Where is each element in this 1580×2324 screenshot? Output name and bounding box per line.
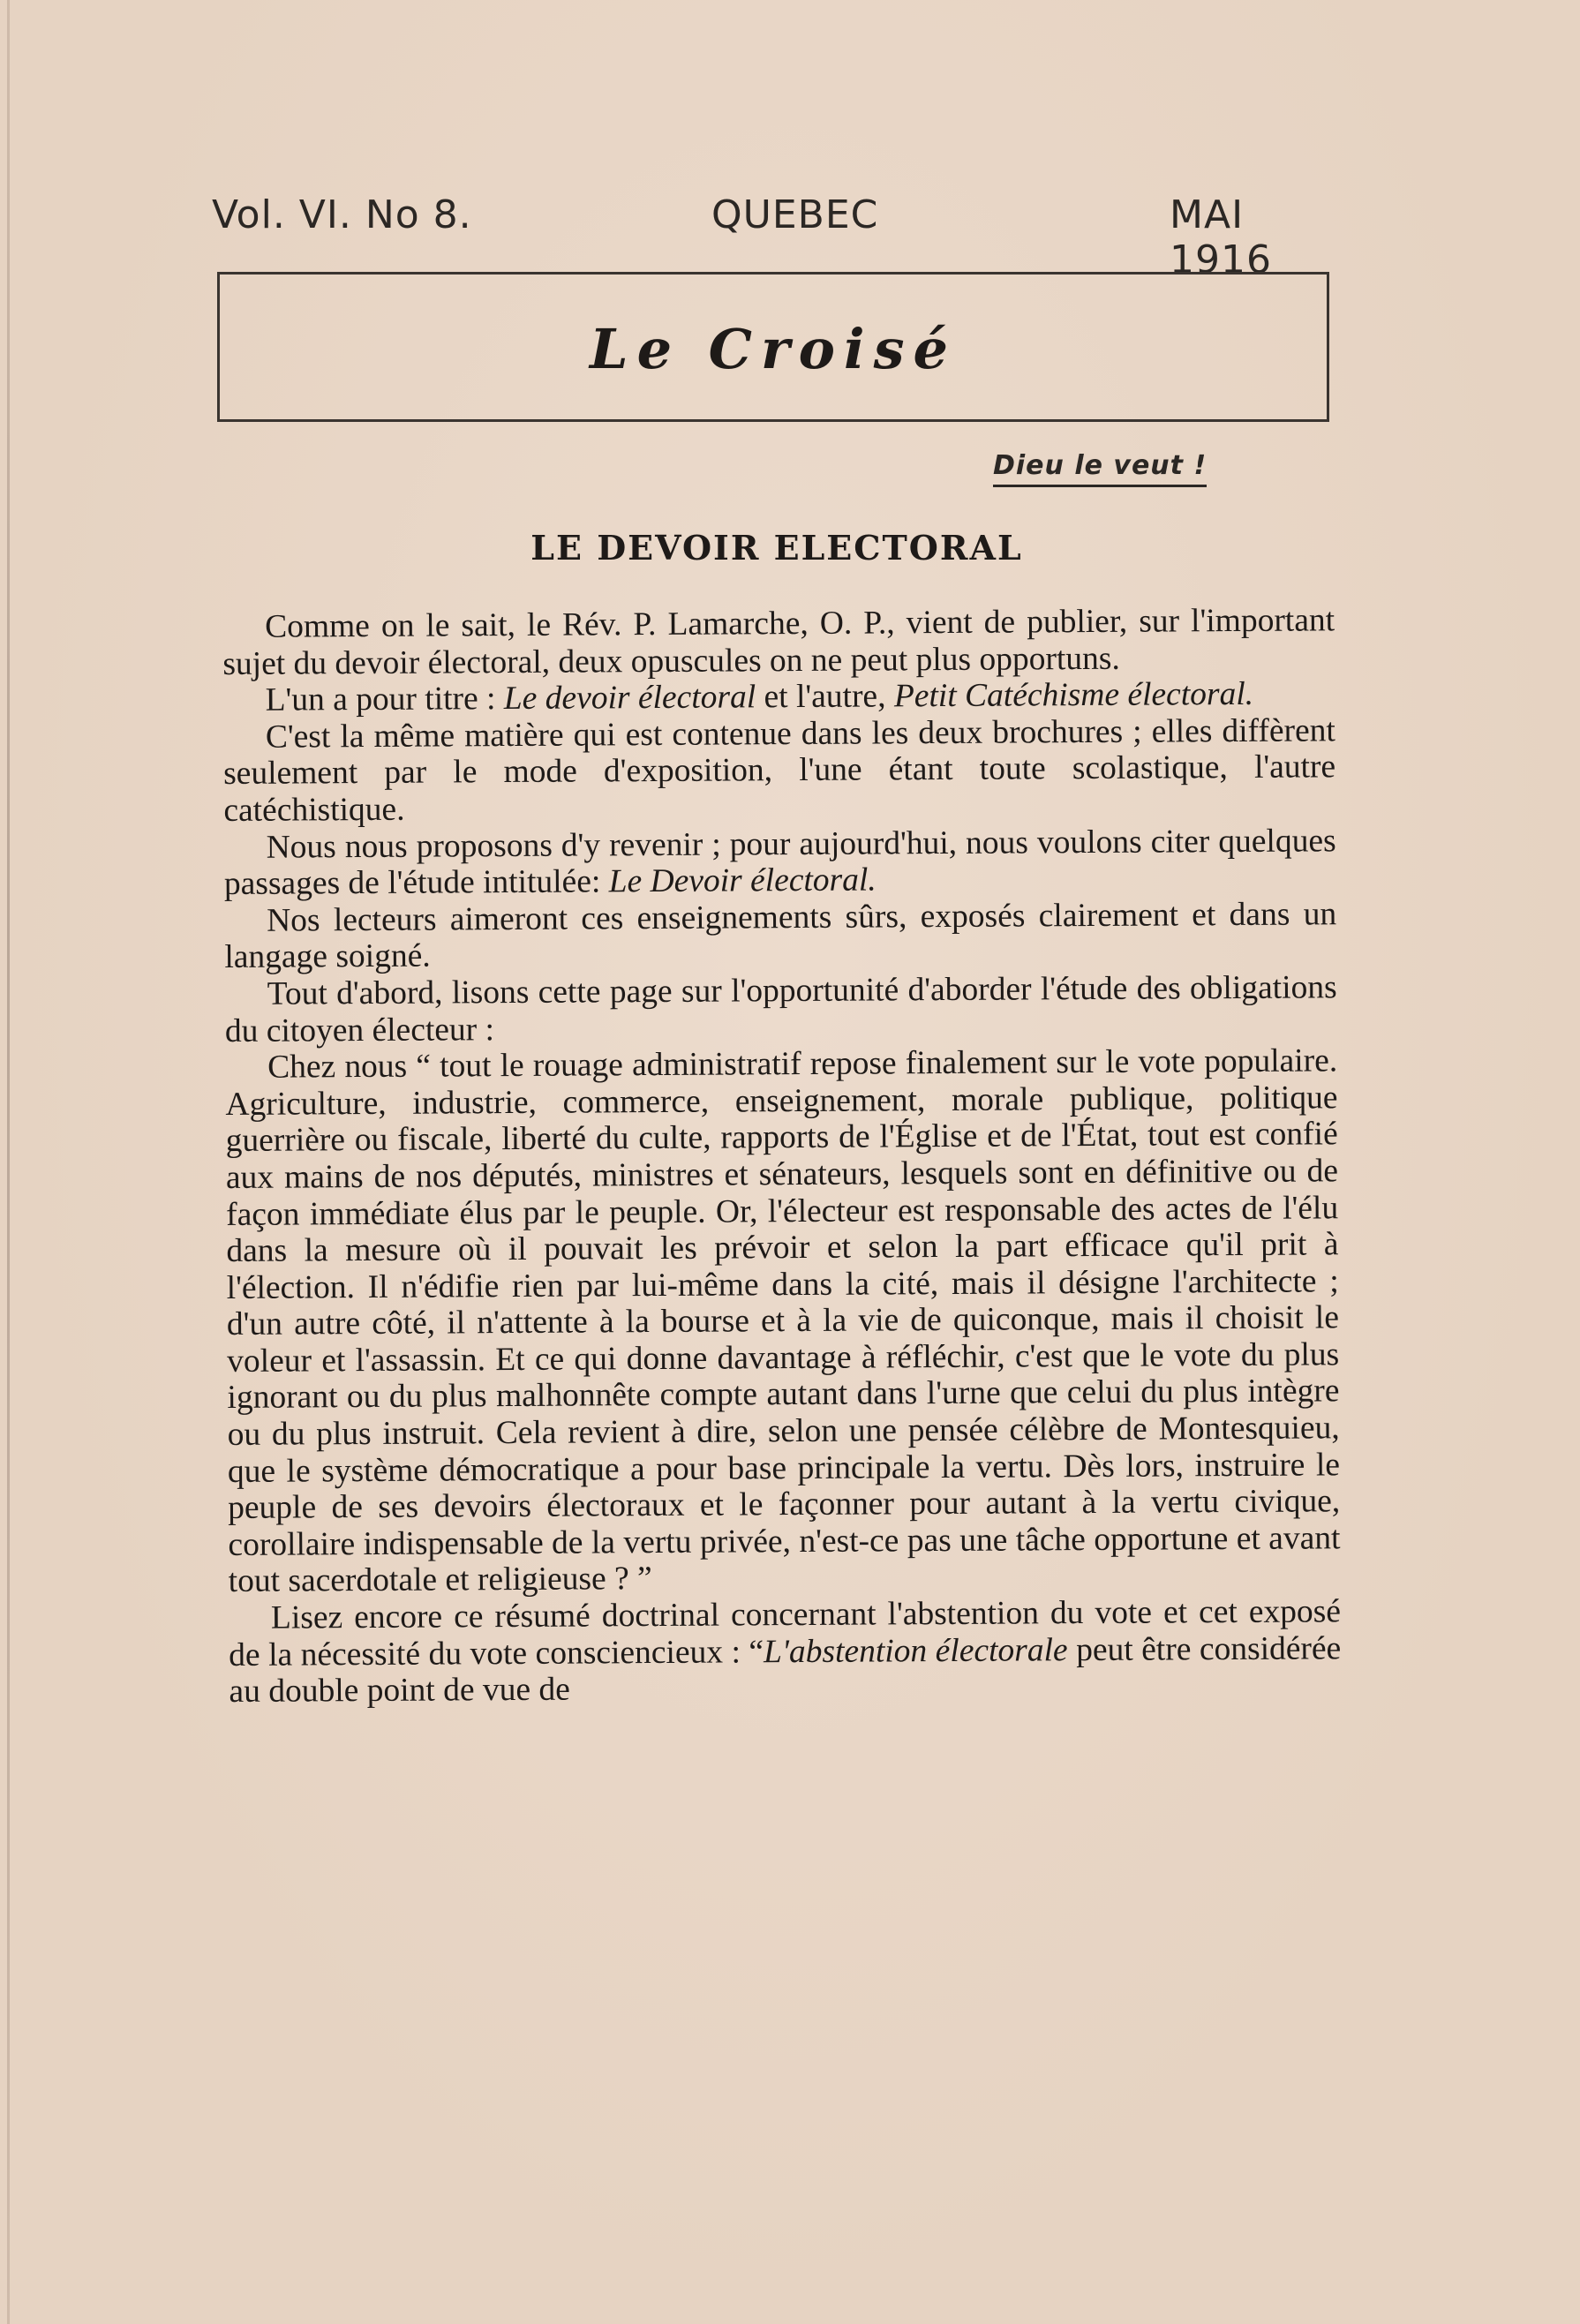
city-name: QUEBEC [711, 192, 879, 237]
issue-header [212, 192, 1333, 282]
article-body [222, 602, 1342, 1710]
paragraph-6: Tout d'abord, lisons cette page sur l'opportunité d'aborder l'étude des obligations du citoyen électeur : [224, 969, 1337, 1049]
paragraph-3: C'est la même matière qui est contenue dans les deux brochures ; elles diffèrent seulement par le mode d'exposition, l'une étant toute scolastique, l'autre catéchistique. [223, 712, 1336, 829]
paragraph-2-text-2: et l'autre, [756, 678, 895, 716]
paragraph-5: Nos lecteurs aimeront ces enseignements sûrs, exposés clairement et dans un langage soigné. [224, 896, 1337, 976]
article-title: LE DEVOIR ELECTORAL [530, 528, 1023, 568]
paragraph-2-title-1: Le devoir électoral [503, 679, 756, 718]
paragraph-4 [224, 823, 1336, 903]
paragraph-2 [223, 675, 1335, 718]
paragraph-8-term: L'abstention électorale [763, 1631, 1068, 1670]
paragraph-8 [229, 1593, 1342, 1710]
issue-date: MAI 1916 [1170, 192, 1272, 282]
masthead-box [217, 272, 1329, 422]
volume-number: Vol. VI. No 8. [212, 192, 472, 237]
paragraph-4-text: Nous nous proposons d'y revenir ; pour aujourd'hui, nous voulons citer quelques passages de l'étude intitulée: [223, 822, 1336, 903]
page-edge [7, 0, 10, 2324]
paragraph-2-text: L'un a pour titre : [265, 681, 504, 718]
paragraph-8-text-2: peut être considérée au double point de vue de [229, 1629, 1342, 1711]
paragraph-7: Chez nous “ tout le rouage administratif repose finalement sur le vote populaire. Agriculture, industrie, commerce, enseignement, morale publique, politique guerrière ou fiscale, liberté du culte, rapports de l'Église et de l'État, tout est confié aux mains de nos députés, ministres et sénateurs, lesquels sont en définitive ou de façon immédiate élus par le peuple. Or, l'électeur est responsable des actes de l'élu dans la mesure où il pouvait les prévoir et selon la part efficace qu'il prit à l'élection. Il n'édifie rien par lui-même dans la cité, mais il désigne l'architecte ; d'un autre côté, il n'attente à la bourse et à la vie de quiconque, mais il choisit le voleur et l'assassin. Et ce qui donne davantage à réfléchir, c'est que le vote du plus ignorant ou du plus malhonnête compte autant dans l'urne que celui du plus intègre ou du plus instruit. Cela revient à dire, selon une pensée célèbre de Montesquieu, que le système démocratique a pour base principale la vertu. Dès lors, instruire le peuple de ses devoirs électoraux et le façonner pour autant à la vertu civique, corollaire indispensable de la vertu privée, n'est-ce pas une tâche opportune et avant tout sacerdotale et religieuse ? ” [225, 1042, 1341, 1600]
paragraph-4-title: Le Devoir électoral. [608, 861, 877, 900]
paragraph-1: Comme on le sait, le Rév. P. Lamarche, O. P., vient de publier, sur l'important sujet du devoir électoral, deux opuscules on ne peut plus opportuns. [222, 602, 1335, 682]
masthead-motto: Dieu le veut ! [993, 450, 1207, 487]
paragraph-8-text: Lisez encore ce résumé doctrinal concernant l'abstention du vote et cet exposé de la nécessité du vote consciencieux : “ [229, 1593, 1342, 1673]
masthead-title: Le Croisé [590, 317, 957, 381]
paragraph-2-title-2: Petit Catéchisme électoral. [893, 676, 1254, 715]
